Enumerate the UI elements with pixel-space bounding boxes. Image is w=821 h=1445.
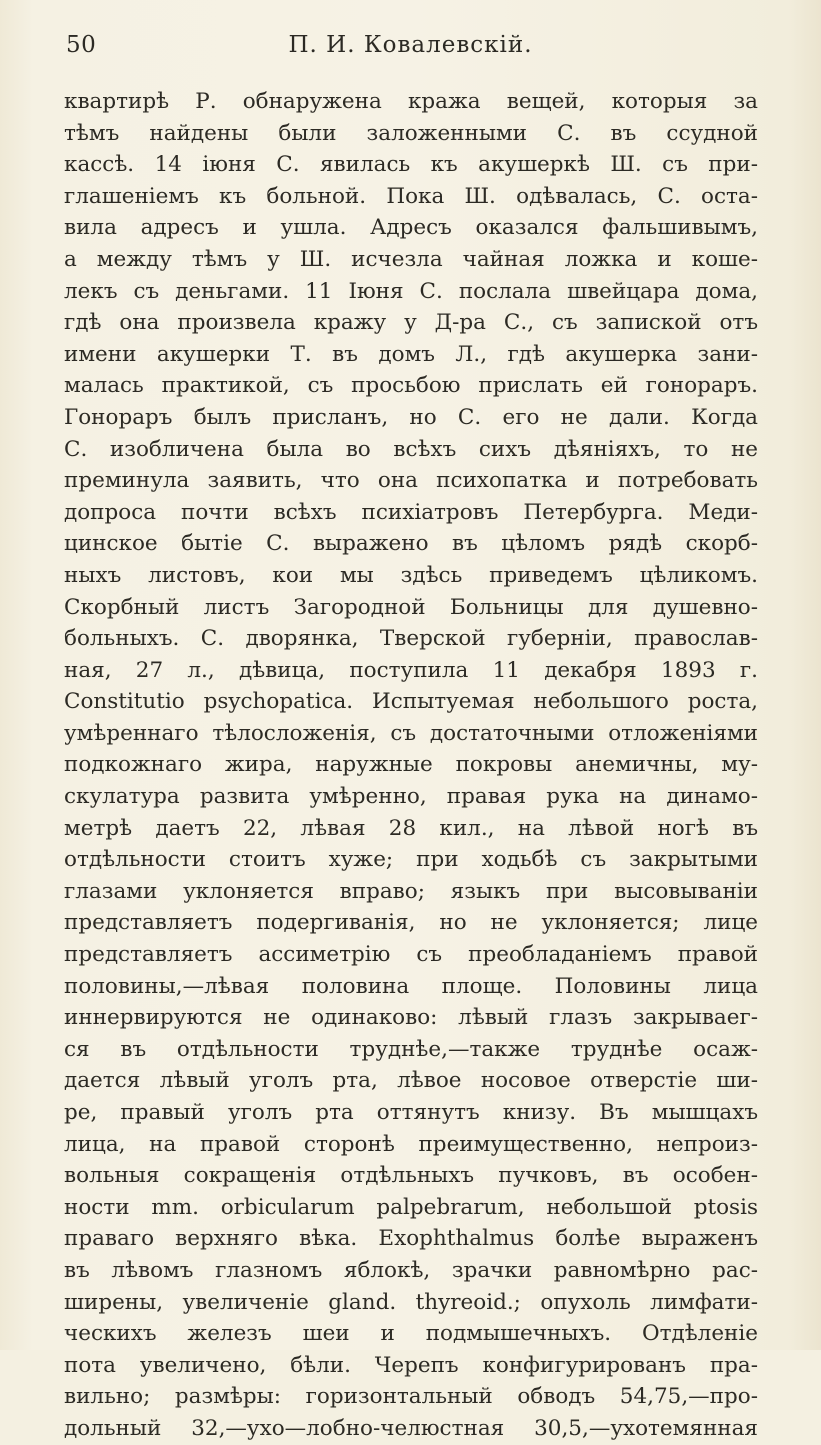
text-line: умѣреннаго тѣлосложенія, съ достаточными отложеніями (64, 720, 758, 746)
text-line: ческихъ железъ шеи и подмышечныхъ. Отдѣленіе (64, 1321, 758, 1347)
text-line: вольныя сокращенія отдѣльныхъ пучковъ, въ особен- (64, 1163, 758, 1189)
text-line: тѣмъ найдены были заложенными С. въ ссудной (64, 120, 758, 146)
text-line: ре, правый уголъ рта оттянутъ книзу. Въ мышцахъ (64, 1100, 758, 1125)
text-line: вильно; размѣры: горизонтальный обводъ 54,75,—про- (64, 1384, 758, 1410)
text-line: квартирѣ Р. обнаружена кража вещей, которыя за (64, 89, 758, 114)
text-line: лица, на правой сторонѣ преимущественно, непроиз- (64, 1131, 758, 1157)
text-line: иннервируются не одинаково: лѣвый глазъ закрываег- (64, 1005, 758, 1031)
body-text (64, 86, 758, 1445)
text-line: имени акушерки Т. въ домъ Л., гдѣ акушерка зани- (64, 341, 758, 367)
text-line: скулатура развита умѣренно, правая рука на динамо- (64, 784, 758, 810)
text-line: цинское бытіе С. выражено въ цѣломъ рядѣ скорб- (64, 531, 758, 557)
text-line: Гонораръ былъ присланъ, но С. его не дали. Когда (64, 404, 758, 430)
text-line: Скорбный листъ Загородной Больницы для душевно- (64, 594, 758, 620)
text-line: отдѣльности стоитъ хуже; при ходьбѣ съ закрытыми (64, 847, 758, 873)
page-header (64, 32, 757, 66)
text-line: половины,—лѣвая половина площе. Половины лица (64, 973, 758, 999)
text-line: ныхъ листовъ, кои мы здѣсь приведемъ цѣликомъ. (64, 562, 758, 588)
running-title: П. И. Ковалевскій. (288, 32, 533, 58)
text-line: ности mm. orbicularum palpebrarum, небольшой ptosis (64, 1194, 758, 1220)
text-line: Constitutio psychopatica. Испытуемая небольшого роста, (64, 689, 758, 715)
text-line: ширены, увеличеніе gland. thyreoid.; опухоль лимфати- (64, 1289, 758, 1315)
text-line: больныхъ. С. дворянка, Тверской губерніи, православ- (64, 626, 758, 652)
text-line: дается лѣвый уголъ рта, лѣвое носовое отверстіе ши- (64, 1068, 758, 1094)
text-line: ся въ отдѣльности труднѣе,—также труднѣе осаж- (64, 1036, 758, 1062)
text-line: метрѣ даетъ 22, лѣвая 28 кил., на лѣвой ногѣ въ (64, 815, 758, 841)
text-line: представляетъ подергиванія, но не уклоняется; лице (64, 910, 758, 936)
text-line: глашеніемъ къ больной. Пока Ш. одѣвалась, С. оста- (64, 183, 758, 209)
text-line: гдѣ она произвела кражу у Д-ра С., съ запиской отъ (64, 310, 758, 336)
text-line: лекъ съ деньгами. 11 Іюня С. послала швейцара дома, (64, 278, 758, 304)
text-line: глазами уклоняется вправо; языкъ при высовываніи (64, 878, 758, 904)
text-line: пота увеличено, бѣли. Черепъ конфигурированъ пра- (64, 1352, 758, 1378)
text-line: допроса почти всѣхъ психіатровъ Петербурга. Меди- (64, 499, 758, 525)
text-line: подкожнаго жира, наружные покровы анемичны, му- (64, 752, 758, 778)
text-line: праваго верхняго вѣка. Exophthalmus болѣе выраженъ (64, 1226, 758, 1252)
text-line: С. изобличена была во всѣхъ сихъ дѣяніяхъ, то не (64, 436, 758, 462)
text-line: представляетъ ассиметрію съ преобладаніемъ правой (64, 942, 758, 968)
text-line: вила адресъ и ушла. Адресъ оказался фальшивымъ, (64, 215, 758, 241)
text-line: ная, 27 л., дѣвица, поступила 11 декабря 1893 г. (64, 657, 758, 683)
text-line: кассѣ. 14 іюня С. явилась къ акушеркѣ Ш. съ при- (64, 152, 758, 178)
text-line: а между тѣмъ у Ш. исчезла чайная ложка и коше- (64, 246, 758, 272)
text-line: въ лѣвомъ глазномъ яблокѣ, зрачки равномѣрно рас- (64, 1257, 758, 1283)
page-number: 50 (66, 32, 97, 58)
text-line: малась практикой, съ просьбою прислать ей гонораръ. (64, 373, 758, 399)
text-line: дольный 32,—ухо—лобно-челюстная 30,5,—ухотемянная (64, 1415, 758, 1441)
text-line: преминула заявить, что она психопатка и потребовать (64, 468, 758, 494)
